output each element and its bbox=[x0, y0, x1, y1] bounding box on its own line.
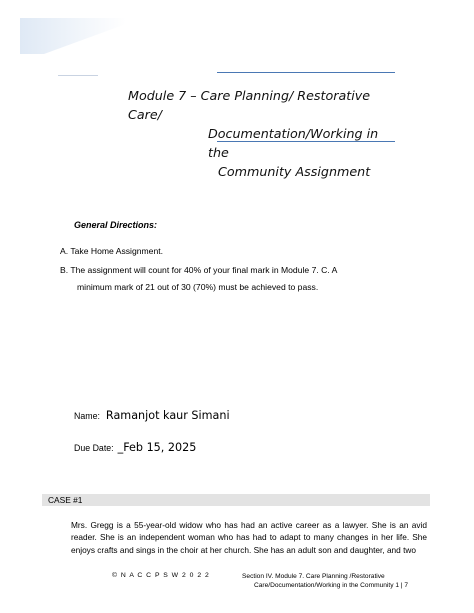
title-line-3: Community Assignment bbox=[218, 164, 371, 179]
name-field bbox=[74, 409, 230, 422]
title-line-1: Module 7 – Care Planning/ Restorative Care/ bbox=[128, 88, 371, 122]
logo-underline bbox=[58, 75, 98, 76]
title-rule-bottom bbox=[217, 141, 395, 142]
document-title bbox=[128, 86, 400, 181]
footer-copyright: © N A C C P S W 2 0 2 2 bbox=[112, 572, 210, 579]
footer-section bbox=[242, 572, 430, 590]
direction-item-b-continued: minimum mark of 21 out of 30 (70%) must be achieved to pass. bbox=[77, 282, 319, 292]
name-label: Name: bbox=[74, 411, 100, 421]
footer-section-line-2: Care/Documentation/Working in the Community 1 | 7 bbox=[254, 582, 409, 589]
title-line-2: Documentation/Working in the bbox=[208, 126, 379, 160]
title-rule-top bbox=[217, 72, 395, 73]
case-label: CASE #1 bbox=[48, 495, 83, 505]
case-description: Mrs. Gregg is a 55-year-old widow who has had an active career as a lawyer. She is an avid reader. She is an independent woman who has had to adapt to many changes in her life. She enjoys crafts and sings in the choir at her church. She has an adult son and daughter, and two bbox=[71, 520, 427, 555]
due-date-value[interactable]: _Feb 15, 2025 bbox=[117, 441, 197, 454]
due-date-field bbox=[74, 441, 196, 454]
directions-heading: General Directions: bbox=[74, 220, 158, 230]
name-value[interactable]: Ramanjot kaur Simani bbox=[105, 409, 230, 422]
due-date-label: Due Date: bbox=[74, 443, 114, 453]
footer-section-line-1: Section IV. Module 7. Care Planning /Restorative bbox=[242, 573, 385, 580]
direction-item-a: A. Take Home Assignment. bbox=[60, 246, 164, 256]
case-header-bar bbox=[42, 494, 430, 506]
direction-item-b: B. The assignment will count for 40% of your final mark in Module 7. C. A bbox=[60, 265, 338, 275]
logo-mark bbox=[20, 14, 126, 54]
